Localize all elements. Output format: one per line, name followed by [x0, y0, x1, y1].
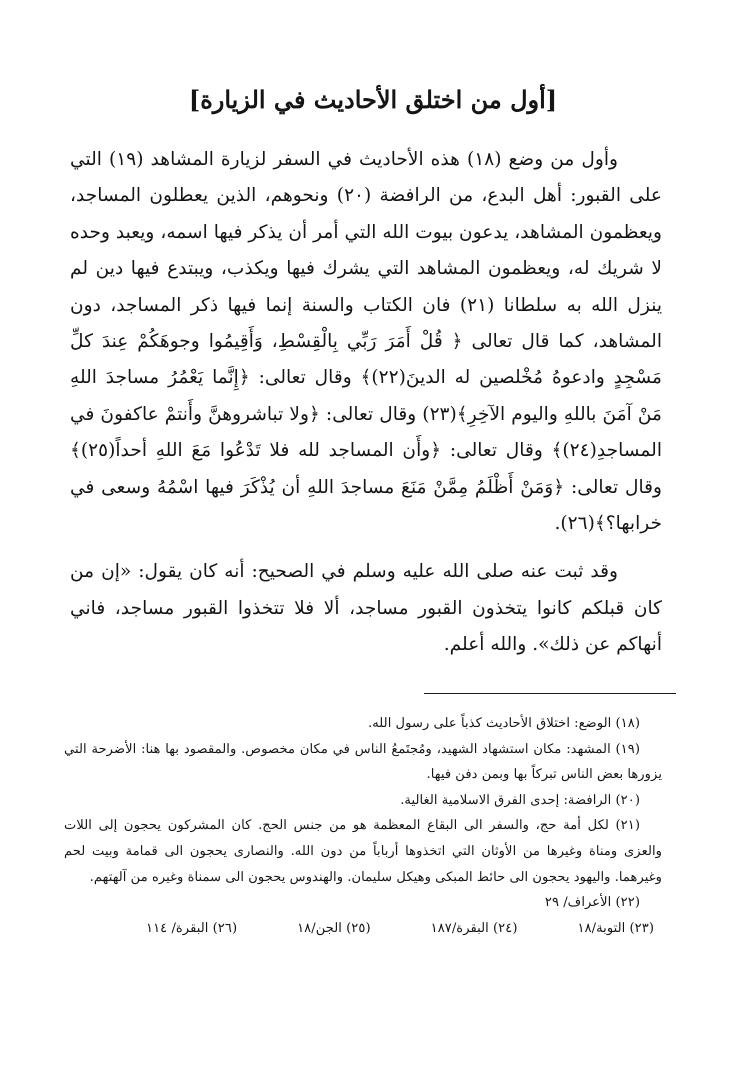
footnote: (١٨) الوضع: اختلاق الأحاديث كذباً على رسول الله. — [368, 716, 640, 731]
footnote-reference: (٢٦) البقرة/ ١١٤ — [146, 920, 238, 936]
footnote-reference: (٢٤) البقرة/١٨٧ — [430, 920, 518, 936]
main-text — [70, 142, 662, 664]
footnote: (١٩) المشهد: مكان استشهاد الشهيد، ومُجتَمعُ الناس في مكان مخصوص. والمقصود بها هنا: الأضرحة التي يزورها بعض الناس تبركاً بها وبمن دفن فيها. — [64, 741, 662, 783]
footnote-references-row — [146, 916, 654, 942]
footnote: (٢١) لكل أمة حج، والسفر الى البقاع المعظمة هو من جنس الحج. كان المشركون يحجون إلى اللات والعزى ومناة وغيرها من الأوثان التي اتخذوها أرباباً من دون الله. والنصارى يحجون الى قمامة وبيت لحم وغيرهما. واليهود يحجون الى حائط المبكى وهيكل سليمان. والهندوس يحجون الى سمناة وغيره من آلهتهم. — [64, 818, 662, 885]
paragraph: وقد ثبت عنه صلى الله عليه وسلم في الصحيح: أنه كان يقول: «إن من كان قبلكم كانوا يتخذون القبور مساجد، ألا فلا تتخذوا القبور مساجد، فاني أنهاكم عن ذلك». والله أعلم. — [70, 561, 662, 656]
footnote-reference: (٢٣) التوبة/١٨ — [577, 920, 654, 936]
paragraph: وأول من وضع (١٨) هذه الأحاديث في السفر لزيارة المشاهد (١٩) التي على القبور: أهل البدع، من الرافضة (٢٠) ونحوهم، الذين يعطلون المساجد، ويعظمون المشاهد، يدعون بيوت الله التي أمر أن يذكر فيها اسمه، ويعبد وحده لا شريك له، ويعظمون المشاهد التي يشرك فيها ويكذب، ويبتدع فيها دين لم ينزل الله به سلطانا (٢١) فان الكتاب والسنة إنما فيها ذكر المساجد، دون المشاهد، كما قال تعالى ﴿ قُلْ أَمَرَ رَبِّي بِالْقِسْطِ، وَأَقِيمُوا وجوهَكُمْ عِندَ كلِّ مَسْجِدٍ وادعوهُ مُخْلصين له الدينَ(٢٢)﴾ وقال تعالى: ﴿إِنَّما يَعْمُرُ مساجدَ اللهِ مَنْ آمَنَ باللهِ واليوم الآخِرِ﴾(٢٣) وقال تعالى: ﴿ولا تباشروهنَّ وأَنتمْ عاكفونَ في المساجدِ(٢٤)﴾ وقال تعالى: ﴿وأَن المساجد لله فلا تَدْعُوا مَعَ اللهِ أحداً(٢٥)﴾ وقال تعالى: ﴿وَمَنْ أَظْلَمُ مِمَّنْ مَنَعَ مساجدَ اللهِ أن يُذْكَرَ فيها اسْمُهُ وسعى في خرابها؟﴾(٢٦). — [70, 149, 662, 535]
footnote-reference: (٢٥) الجن/١٨ — [297, 920, 371, 936]
footnote: (٢٠) الرافضة: إحدى الفرق الاسلامية الغالية. — [400, 792, 640, 808]
footnote-divider — [424, 693, 676, 694]
footnote: (٢٢) الأعراف/ ٢٩ — [544, 895, 640, 911]
footnotes — [64, 711, 662, 941]
section-heading: [أول من اختلق الأحاديث في الزيارة] — [188, 85, 558, 114]
